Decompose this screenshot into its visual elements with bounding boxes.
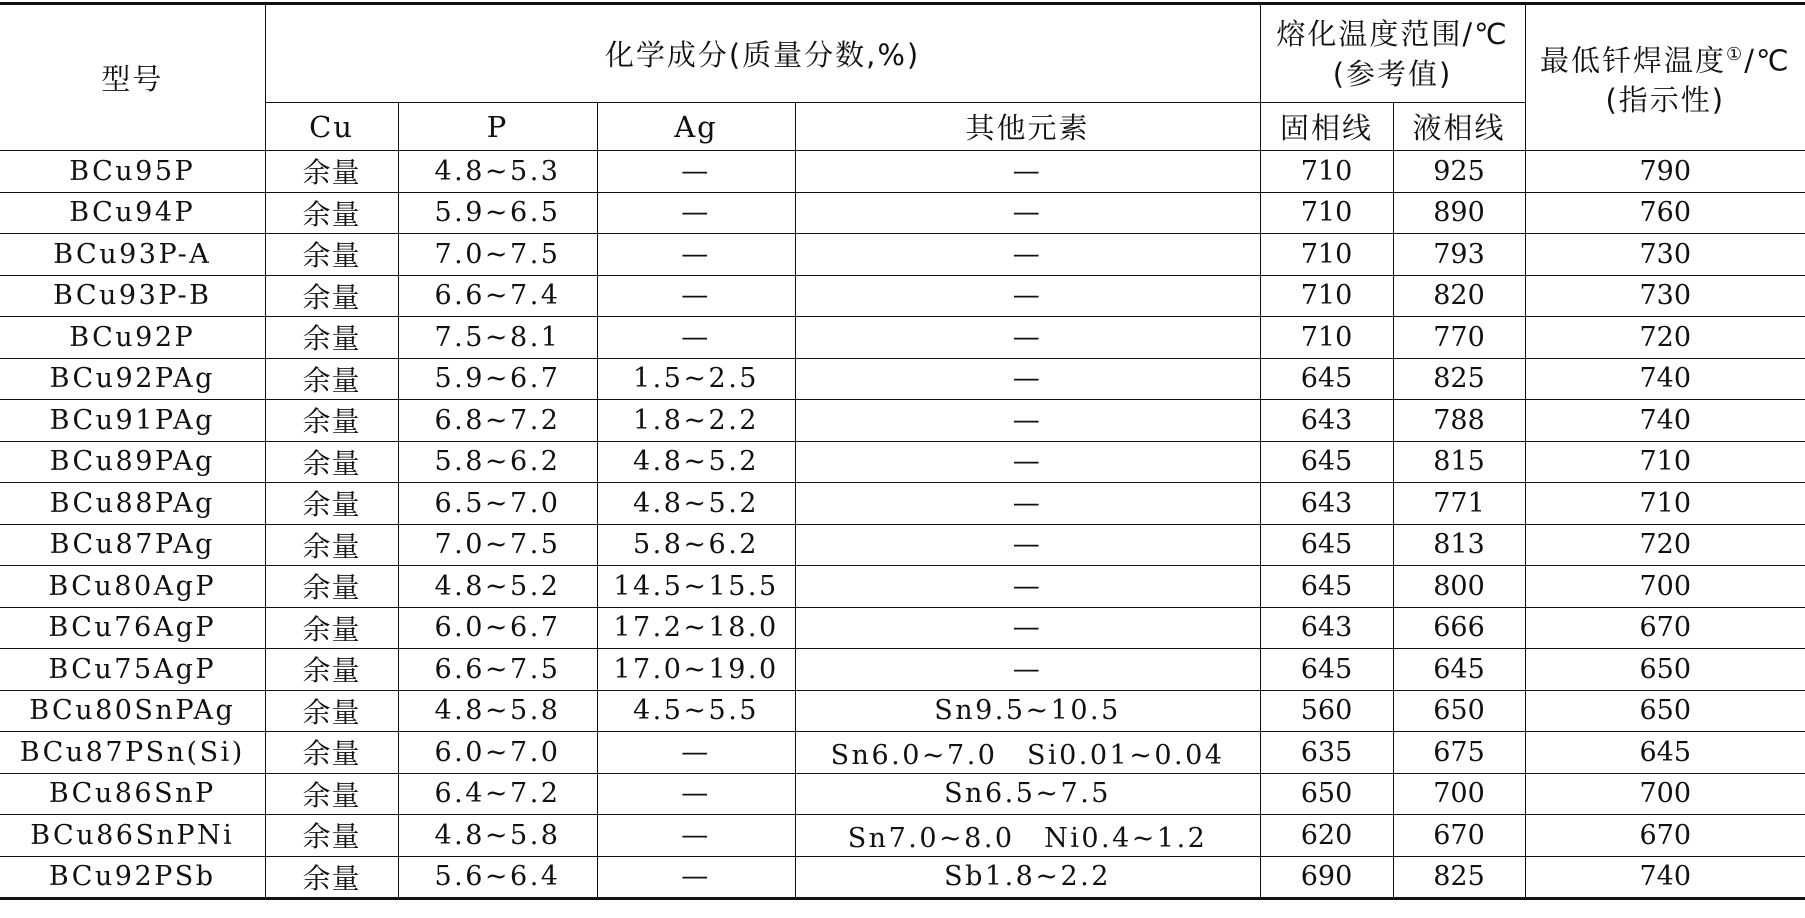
cell-p: 6.0~7.0 — [398, 732, 597, 774]
cell-model: BCu89PAg — [0, 441, 265, 483]
header-composition: 化学成分(质量分数,%) — [265, 4, 1260, 103]
cell-min-brazing-temp: 670 — [1525, 607, 1805, 649]
cell-cu: 余量 — [265, 317, 398, 359]
table-row — [0, 234, 1805, 276]
header-min-brazing-temp — [1525, 4, 1805, 151]
cell-p: 4.8~5.8 — [398, 690, 597, 732]
cell-other-elements: Sn7.0~8.0 Ni0.4~1.2 — [795, 815, 1260, 857]
cell-other-elements: — — [795, 524, 1260, 566]
cell-other-elements: — — [795, 483, 1260, 525]
cell-min-brazing-temp: 740 — [1525, 856, 1805, 899]
cell-ag: 1.5~2.5 — [597, 358, 795, 400]
header-p: P — [398, 103, 597, 151]
cell-solidus: 645 — [1260, 358, 1393, 400]
cell-liquidus: 793 — [1393, 234, 1525, 276]
cell-solidus: 710 — [1260, 317, 1393, 359]
cell-liquidus: 770 — [1393, 317, 1525, 359]
cell-liquidus: 771 — [1393, 483, 1525, 525]
header-ag: Ag — [597, 103, 795, 151]
table-row — [0, 192, 1805, 234]
cell-ag: 1.8~2.2 — [597, 400, 795, 442]
cell-cu: 余量 — [265, 732, 398, 774]
cell-liquidus: 666 — [1393, 607, 1525, 649]
cell-model: BCu95P — [0, 151, 265, 193]
cell-min-brazing-temp: 650 — [1525, 649, 1805, 691]
header-melting-range — [1260, 4, 1525, 103]
table-row — [0, 815, 1805, 857]
cell-solidus: 620 — [1260, 815, 1393, 857]
cell-ag: 4.8~5.2 — [597, 483, 795, 525]
header-min-temp-line2: (指示性) — [1605, 83, 1726, 118]
cell-liquidus: 825 — [1393, 856, 1525, 899]
cell-model: BCu92PSb — [0, 856, 265, 899]
table-row — [0, 773, 1805, 815]
table-row — [0, 317, 1805, 359]
cell-liquidus: 700 — [1393, 773, 1525, 815]
cell-other-elements: — — [795, 234, 1260, 276]
cell-min-brazing-temp: 720 — [1525, 317, 1805, 359]
cell-ag: 5.8~6.2 — [597, 524, 795, 566]
cell-min-brazing-temp: 720 — [1525, 524, 1805, 566]
cell-liquidus: 788 — [1393, 400, 1525, 442]
cell-model: BCu75AgP — [0, 649, 265, 691]
header-melting-line1: 熔化温度范围/℃ — [1276, 16, 1509, 51]
cell-cu: 余量 — [265, 151, 398, 193]
table-row — [0, 690, 1805, 732]
cell-model: BCu91PAg — [0, 400, 265, 442]
cell-model: BCu87PAg — [0, 524, 265, 566]
cell-other-elements: — — [795, 607, 1260, 649]
cell-other-elements: — — [795, 151, 1260, 193]
cell-solidus: 710 — [1260, 151, 1393, 193]
cell-other-elements: — — [795, 192, 1260, 234]
cell-ag: 14.5~15.5 — [597, 566, 795, 608]
cell-ag: — — [597, 275, 795, 317]
cell-p: 5.9~6.7 — [398, 358, 597, 400]
cell-liquidus: 645 — [1393, 649, 1525, 691]
cell-min-brazing-temp: 650 — [1525, 690, 1805, 732]
cell-cu: 余量 — [265, 234, 398, 276]
table-body — [0, 151, 1805, 899]
cell-ag: — — [597, 234, 795, 276]
table-header — [0, 4, 1805, 151]
cell-model: BCu76AgP — [0, 607, 265, 649]
cell-p: 6.4~7.2 — [398, 773, 597, 815]
cell-other-elements: Sb1.8~2.2 — [795, 856, 1260, 899]
cell-cu: 余量 — [265, 192, 398, 234]
cell-solidus: 643 — [1260, 400, 1393, 442]
cell-other-elements: Sn6.5~7.5 — [795, 773, 1260, 815]
cell-model: BCu87PSn(Si) — [0, 732, 265, 774]
cell-model: BCu88PAg — [0, 483, 265, 525]
cell-other-elements: — — [795, 400, 1260, 442]
cell-model: BCu94P — [0, 192, 265, 234]
table-row — [0, 607, 1805, 649]
cell-min-brazing-temp: 760 — [1525, 192, 1805, 234]
cell-p: 6.6~7.5 — [398, 649, 597, 691]
cell-model: BCu92P — [0, 317, 265, 359]
cell-solidus: 645 — [1260, 524, 1393, 566]
header-min-temp-line1 — [1526, 35, 1805, 81]
table-row — [0, 400, 1805, 442]
cell-ag: — — [597, 732, 795, 774]
cell-ag: 4.8~5.2 — [597, 441, 795, 483]
cell-cu: 余量 — [265, 358, 398, 400]
cell-solidus: 710 — [1260, 192, 1393, 234]
cell-solidus: 645 — [1260, 566, 1393, 608]
header-model: 型号 — [0, 4, 265, 151]
cell-other-elements: — — [795, 441, 1260, 483]
cell-p: 5.6~6.4 — [398, 856, 597, 899]
cell-other-elements: — — [795, 649, 1260, 691]
cell-other-elements: Sn9.5~10.5 — [795, 690, 1260, 732]
brazing-alloy-table — [0, 2, 1805, 900]
footnote-marker: ① — [1726, 43, 1745, 65]
cell-min-brazing-temp: 790 — [1525, 151, 1805, 193]
cell-cu: 余量 — [265, 441, 398, 483]
cell-cu: 余量 — [265, 275, 398, 317]
cell-p: 7.5~8.1 — [398, 317, 597, 359]
cell-min-brazing-temp: 700 — [1525, 773, 1805, 815]
cell-p: 6.6~7.4 — [398, 275, 597, 317]
cell-ag: — — [597, 773, 795, 815]
cell-p: 6.0~6.7 — [398, 607, 597, 649]
cell-model: BCu80SnPAg — [0, 690, 265, 732]
cell-p: 4.8~5.2 — [398, 566, 597, 608]
header-min-temp-unit: /℃ — [1744, 43, 1791, 78]
cell-cu: 余量 — [265, 815, 398, 857]
cell-solidus: 710 — [1260, 234, 1393, 276]
cell-ag: — — [597, 151, 795, 193]
table-row — [0, 732, 1805, 774]
cell-ag: 17.2~18.0 — [597, 607, 795, 649]
cell-p: 5.9~6.5 — [398, 192, 597, 234]
header-cu: Cu — [265, 103, 398, 151]
header-min-temp-prefix: 最低钎焊温度 — [1540, 43, 1727, 78]
cell-cu: 余量 — [265, 856, 398, 899]
cell-ag: 17.0~19.0 — [597, 649, 795, 691]
cell-min-brazing-temp: 740 — [1525, 400, 1805, 442]
cell-liquidus: 890 — [1393, 192, 1525, 234]
cell-solidus: 650 — [1260, 773, 1393, 815]
cell-other-elements: Sn6.0~7.0 Si0.01~0.04 — [795, 732, 1260, 774]
cell-cu: 余量 — [265, 400, 398, 442]
cell-p: 4.8~5.3 — [398, 151, 597, 193]
cell-model: BCu92PAg — [0, 358, 265, 400]
cell-liquidus: 815 — [1393, 441, 1525, 483]
table-row — [0, 524, 1805, 566]
cell-other-elements: — — [795, 317, 1260, 359]
cell-ag: — — [597, 815, 795, 857]
cell-p: 5.8~6.2 — [398, 441, 597, 483]
cell-ag: — — [597, 192, 795, 234]
cell-p: 7.0~7.5 — [398, 524, 597, 566]
table-row — [0, 856, 1805, 899]
cell-solidus: 710 — [1260, 275, 1393, 317]
cell-cu: 余量 — [265, 690, 398, 732]
table-row — [0, 441, 1805, 483]
cell-p: 6.8~7.2 — [398, 400, 597, 442]
table-row — [0, 151, 1805, 193]
cell-min-brazing-temp: 710 — [1525, 441, 1805, 483]
cell-liquidus: 925 — [1393, 151, 1525, 193]
cell-min-brazing-temp: 730 — [1525, 275, 1805, 317]
table-row — [0, 566, 1805, 608]
cell-liquidus: 670 — [1393, 815, 1525, 857]
cell-model: BCu93P-A — [0, 234, 265, 276]
header-liquidus: 液相线 — [1393, 103, 1525, 151]
table-row — [0, 483, 1805, 525]
header-melting-line2: (参考值) — [1332, 56, 1453, 91]
cell-solidus: 690 — [1260, 856, 1393, 899]
cell-model: BCu86SnP — [0, 773, 265, 815]
cell-solidus: 645 — [1260, 441, 1393, 483]
cell-liquidus: 650 — [1393, 690, 1525, 732]
cell-p: 7.0~7.5 — [398, 234, 597, 276]
cell-liquidus: 825 — [1393, 358, 1525, 400]
cell-min-brazing-temp: 740 — [1525, 358, 1805, 400]
cell-p: 4.8~5.8 — [398, 815, 597, 857]
cell-liquidus: 800 — [1393, 566, 1525, 608]
cell-p: 6.5~7.0 — [398, 483, 597, 525]
header-solidus: 固相线 — [1260, 103, 1393, 151]
cell-cu: 余量 — [265, 483, 398, 525]
table-row — [0, 358, 1805, 400]
cell-min-brazing-temp: 730 — [1525, 234, 1805, 276]
cell-cu: 余量 — [265, 773, 398, 815]
table-row — [0, 649, 1805, 691]
cell-solidus: 635 — [1260, 732, 1393, 774]
cell-min-brazing-temp: 700 — [1525, 566, 1805, 608]
cell-liquidus: 820 — [1393, 275, 1525, 317]
cell-cu: 余量 — [265, 607, 398, 649]
cell-solidus: 560 — [1260, 690, 1393, 732]
table-row — [0, 275, 1805, 317]
cell-cu: 余量 — [265, 566, 398, 608]
cell-min-brazing-temp: 670 — [1525, 815, 1805, 857]
cell-cu: 余量 — [265, 524, 398, 566]
cell-solidus: 643 — [1260, 483, 1393, 525]
cell-solidus: 645 — [1260, 649, 1393, 691]
header-other-elements: 其他元素 — [795, 103, 1260, 151]
cell-other-elements: — — [795, 275, 1260, 317]
cell-ag: — — [597, 317, 795, 359]
cell-other-elements: — — [795, 566, 1260, 608]
cell-solidus: 643 — [1260, 607, 1393, 649]
cell-min-brazing-temp: 710 — [1525, 483, 1805, 525]
cell-ag: — — [597, 856, 795, 899]
cell-model: BCu80AgP — [0, 566, 265, 608]
cell-liquidus: 675 — [1393, 732, 1525, 774]
cell-cu: 余量 — [265, 649, 398, 691]
cell-model: BCu86SnPNi — [0, 815, 265, 857]
cell-liquidus: 813 — [1393, 524, 1525, 566]
cell-other-elements: — — [795, 358, 1260, 400]
cell-model: BCu93P-B — [0, 275, 265, 317]
cell-min-brazing-temp: 645 — [1525, 732, 1805, 774]
cell-ag: 4.5~5.5 — [597, 690, 795, 732]
